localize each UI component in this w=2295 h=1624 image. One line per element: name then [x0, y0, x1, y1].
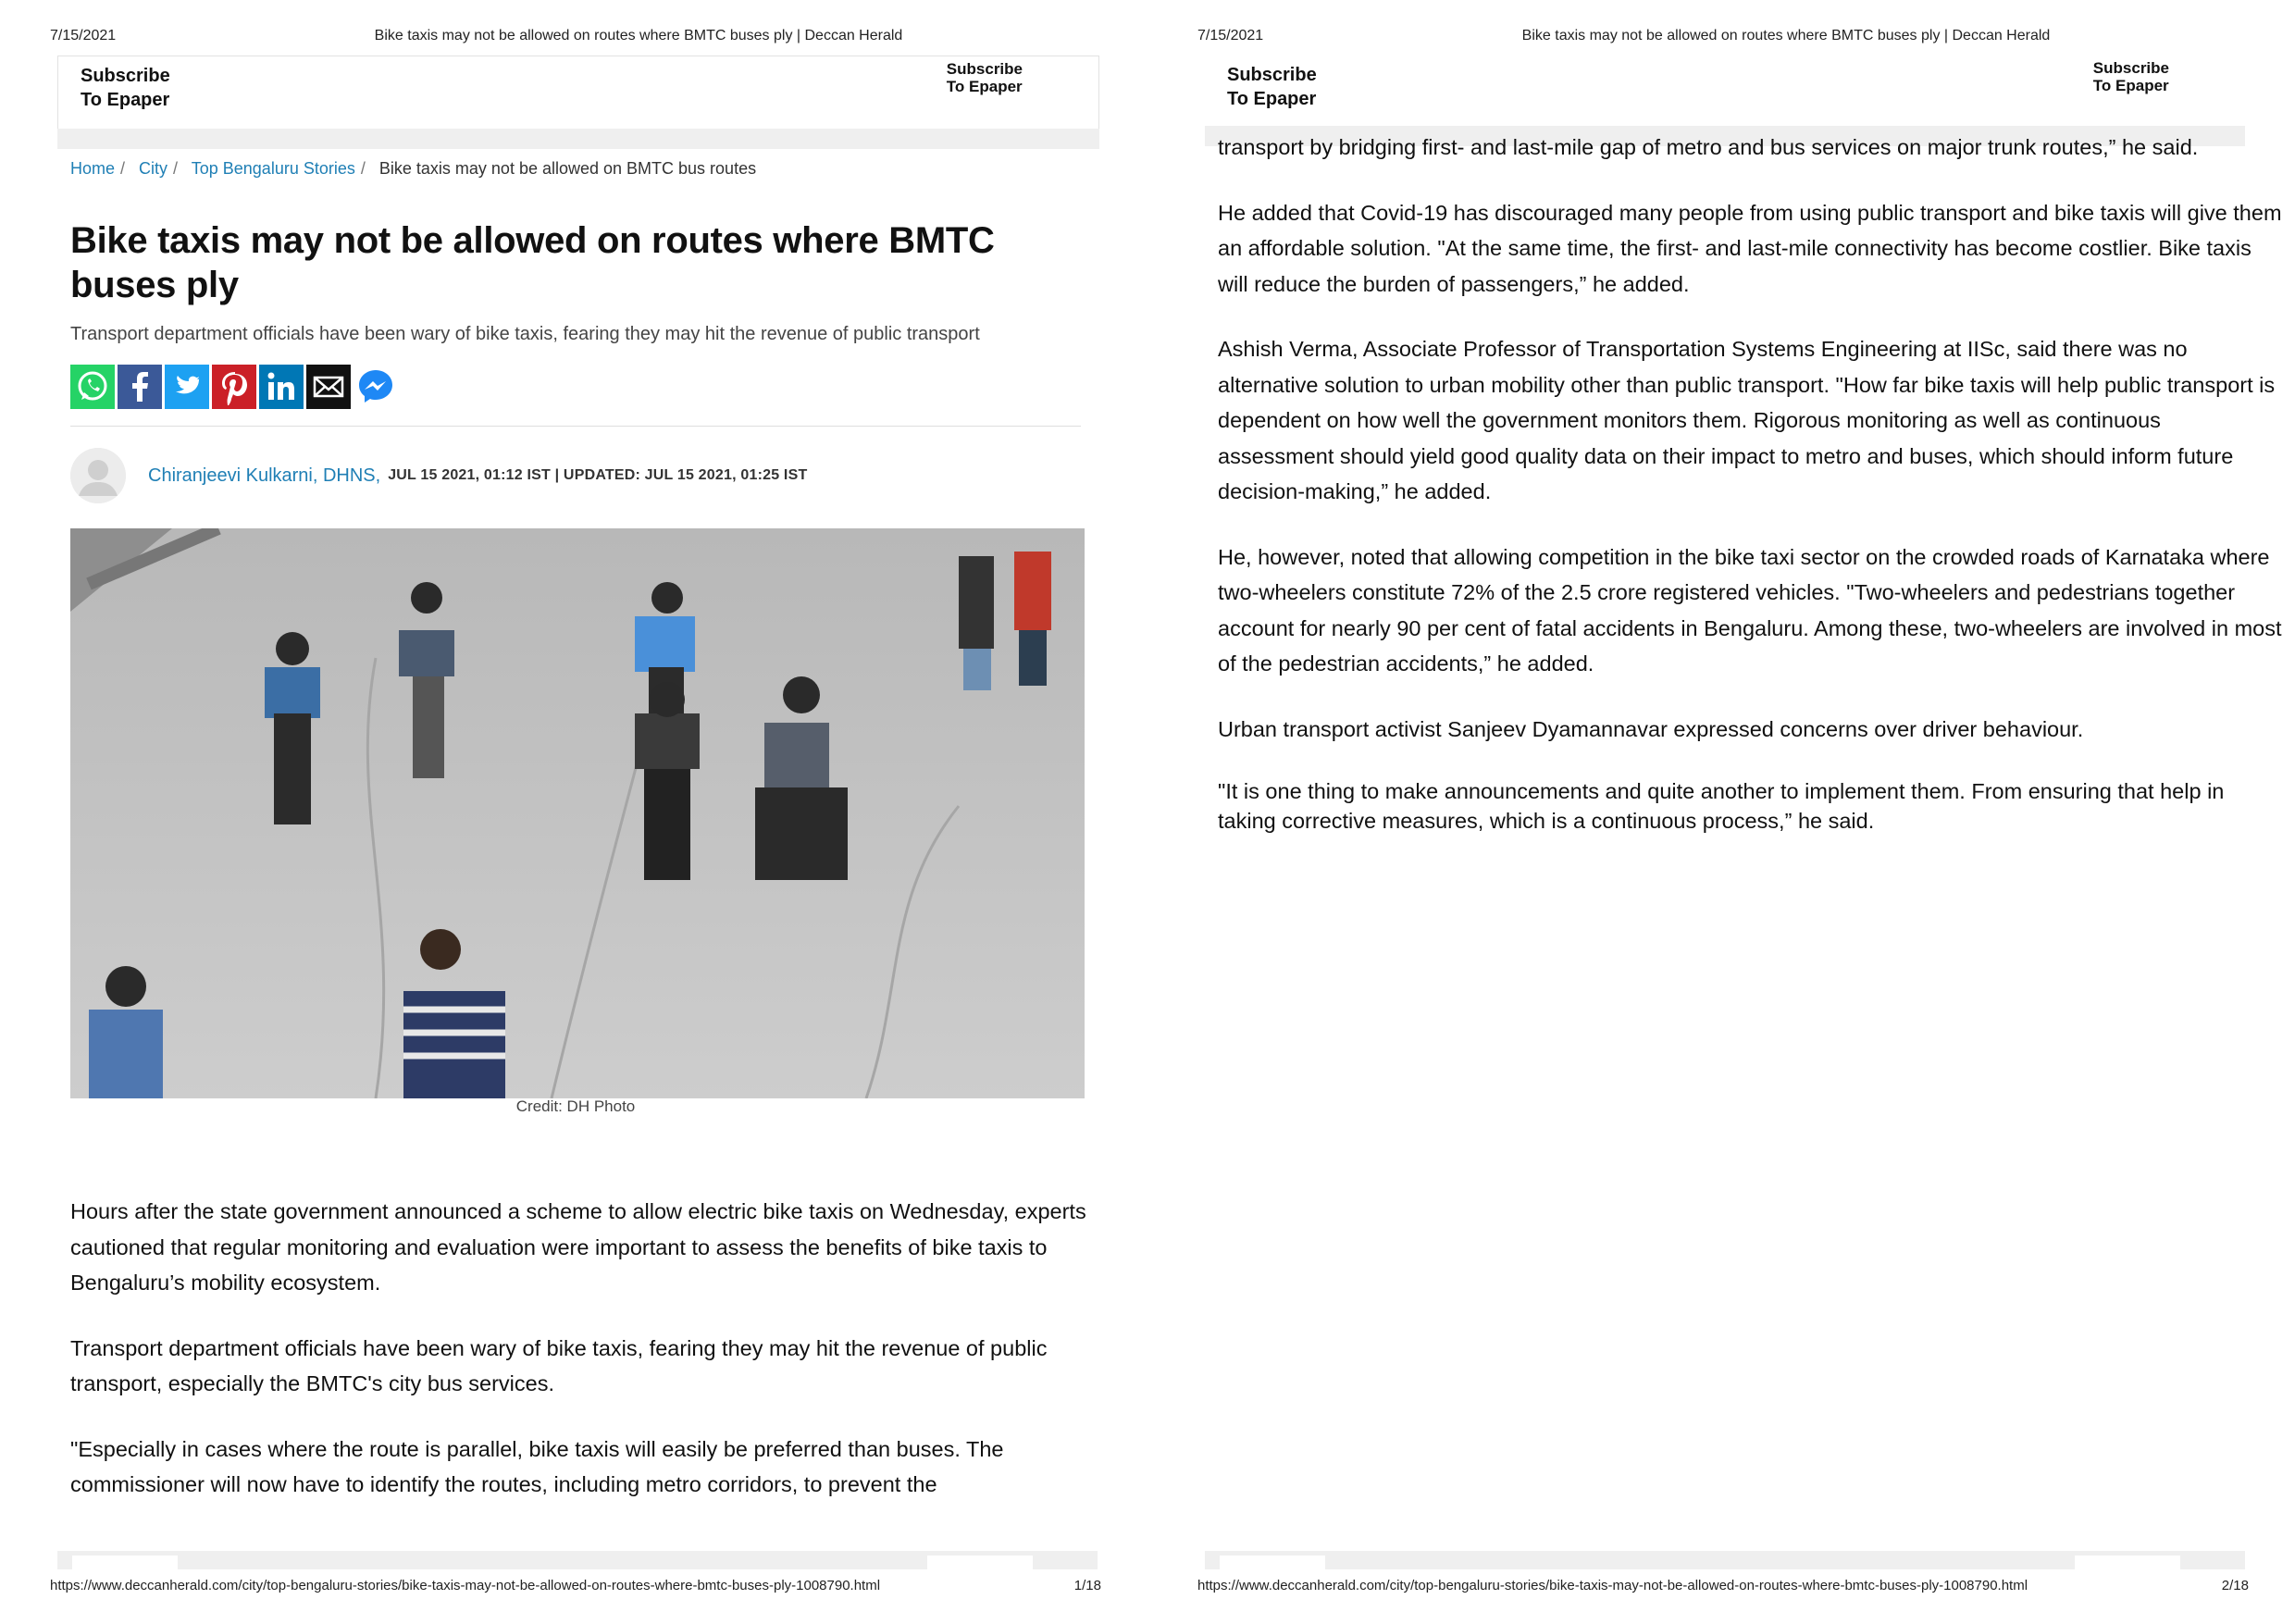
- print-page-2: [1148, 0, 2295, 1624]
- breadcrumb-current: Bike taxis may not be allowed on BMTC bus routes: [378, 159, 757, 178]
- share-linkedin-button[interactable]: [259, 365, 304, 409]
- footer-slot: [927, 1556, 1033, 1569]
- article-paragraph: Transport department officials have been wary of bike taxis, fearing they may hit the revenue of public transport, especially the BMTC's city bus services.: [70, 1335, 1048, 1395]
- article-standfirst: Transport department officials have been wary of bike taxis, fearing they may hit the revenue of public transport: [70, 324, 980, 344]
- article-photo: [70, 528, 1085, 1098]
- share-messenger-button[interactable]: [354, 365, 398, 409]
- subscribe-line1: Subscribe: [2092, 59, 2169, 77]
- breadcrumb-separator: /: [173, 159, 179, 178]
- article-paragraph: He added that Covid-19 has discouraged many people from using public transport and bike taxis will give them an affordable solution. "At the same time, the first- and last-mile connectivity has become costlier. Bike taxis will reduce the burden of passengers,” he added.: [1218, 200, 2282, 296]
- byline: [70, 448, 807, 503]
- subscribe-line1: Subscribe: [1227, 65, 1317, 85]
- subscribe-line1: Subscribe: [946, 60, 1023, 78]
- email-icon: [306, 365, 351, 409]
- photo-credit: Credit: DH Photo: [515, 1097, 636, 1115]
- print-date: 7/15/2021: [1197, 28, 1264, 43]
- article-body-page2: [1218, 130, 2282, 865]
- article-dateline: JUL 15 2021, 01:12 IST | UPDATED: JUL 15 2021, 01:25 IST: [388, 467, 808, 483]
- article-paragraph: transport by bridging first- and last-mile gap of metro and bus services on major trunk routes,” he said.: [1218, 135, 2199, 159]
- print-title: Bike taxis may not be allowed on routes where BMTC buses ply | Deccan Herald: [374, 28, 903, 43]
- subscribe-line2: To Epaper: [1227, 89, 1317, 109]
- print-date: 7/15/2021: [50, 28, 117, 43]
- divider: [70, 426, 1081, 427]
- print-title: Bike taxis may not be allowed on routes where BMTC buses ply | Deccan Herald: [1521, 28, 2051, 43]
- article-body-page1: [70, 1194, 1088, 1532]
- subscribe-line2: To Epaper: [81, 90, 170, 110]
- whatsapp-icon: [70, 365, 115, 409]
- subscribe-epaper-link-small[interactable]: [947, 60, 1023, 95]
- print-url: https://www.deccanherald.com/city/top-bengaluru-stories/bike-taxis-may-not-be-allowed-on-routes-where-bmtc-buses-ply-1008790.html: [1197, 1578, 2028, 1593]
- breadcrumb-home[interactable]: Home: [70, 159, 116, 178]
- share-facebook-button[interactable]: [118, 365, 162, 409]
- breadcrumb-separator: /: [120, 159, 126, 178]
- subscribe-epaper-link-small[interactable]: [2093, 59, 2169, 94]
- twitter-icon: [165, 365, 209, 409]
- article-headline: Bike taxis may not be allowed on routes where BMTC buses ply: [70, 220, 995, 305]
- subscribe-epaper-link[interactable]: [1227, 63, 1317, 111]
- share-whatsapp-button[interactable]: [70, 365, 115, 409]
- footer-slot: [1220, 1556, 1325, 1569]
- print-url: https://www.deccanherald.com/city/top-bengaluru-stories/bike-taxis-may-not-be-allowed-on-routes-where-bmtc-buses-ply-1008790.html: [50, 1578, 881, 1593]
- print-page-number: 1/18: [1073, 1578, 1101, 1593]
- share-email-button[interactable]: [306, 365, 351, 409]
- messenger-icon: [354, 365, 398, 409]
- print-page-number: 2/18: [2221, 1578, 2249, 1593]
- author-link[interactable]: Chiranjeevi Kulkarni, DHNS,: [148, 465, 381, 486]
- user-avatar-icon: [70, 448, 126, 503]
- footer-slot: [2075, 1556, 2180, 1569]
- article-paragraph: "Especially in cases where the route is parallel, bike taxis will easily be preferred than buses. The commissioner will now have to identify the routes, including metro corridors, to prevent the: [70, 1436, 1004, 1496]
- site-header: [57, 56, 1099, 149]
- subscribe-epaper-link[interactable]: [81, 64, 170, 112]
- footer-band: [57, 1551, 1098, 1569]
- linkedin-icon: [259, 365, 304, 409]
- share-pinterest-button[interactable]: [212, 365, 256, 409]
- pinterest-icon: [212, 365, 256, 409]
- share-buttons: [70, 365, 398, 409]
- breadcrumb-separator: /: [360, 159, 366, 178]
- footer-slot: [72, 1556, 178, 1569]
- subscribe-line2: To Epaper: [946, 78, 1023, 95]
- header-band: [57, 129, 1099, 149]
- author-avatar: [70, 448, 126, 503]
- breadcrumb-city[interactable]: City: [139, 159, 168, 178]
- breadcrumb-top-stories[interactable]: Top Bengaluru Stories: [191, 159, 355, 178]
- article-paragraph: Ashish Verma, Associate Professor of Transportation Systems Engineering at IISc, said there was no alternative solution to urban mobility other than public transport. "How far bike taxis will help public transport is dependent on how well the government monitors them. Rigorous monitoring as well as continuous assessment should yield good quality data on their impact to metro and buses, which should inform future decision-making,” he added.: [1218, 337, 2276, 503]
- facebook-icon: [118, 365, 162, 409]
- article-paragraph: "It is one thing to make announcements and quite another to implement them. From ensuring that help in taking corrective measures, which is a continuous process,” he said.: [1218, 779, 2225, 833]
- article-paragraph: He, however, noted that allowing competition in the bike taxi sector on the crowded roads of Karnataka where two-wheelers constitute 72% of the 2.5 crore registered vehicles. "Two-wheelers and pedestrians together account for nearly 90 per cent of fatal accidents in Bengaluru. Among these, two-wheelers are involved in most of the pedestrian accidents,” he added.: [1218, 544, 2282, 676]
- article-paragraph: Hours after the state government announced a scheme to allow electric bike taxis on Wednesday, experts cautioned that regular monitoring and evaluation were important to assess the benefits of bike taxis to Bengaluru’s mobility ecosystem.: [70, 1199, 1086, 1295]
- motorcyclists-road-image: [70, 528, 1085, 1098]
- subscribe-line1: Subscribe: [81, 66, 170, 86]
- share-twitter-button[interactable]: [165, 365, 209, 409]
- footer-band: [1205, 1551, 2245, 1569]
- article-paragraph: Urban transport activist Sanjeev Dyamannavar expressed concerns over driver behaviour.: [1218, 716, 2084, 741]
- breadcrumb: [70, 159, 756, 179]
- subscribe-line2: To Epaper: [2092, 77, 2169, 94]
